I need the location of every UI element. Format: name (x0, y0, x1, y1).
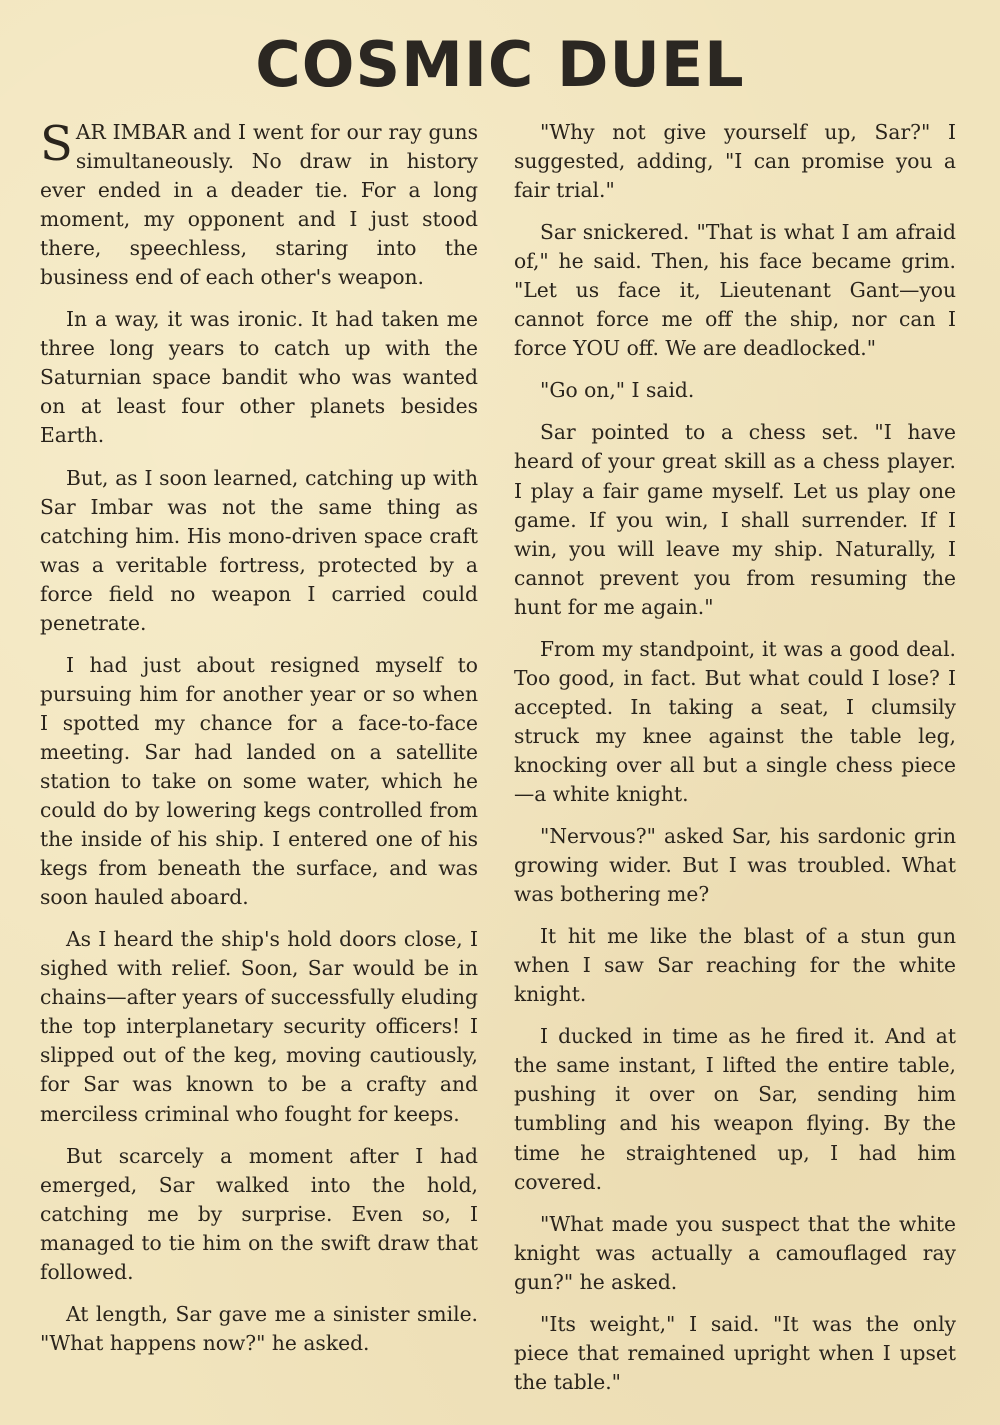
paragraph (40, 118, 478, 292)
paragraph: In a way, it was ironic. It had taken me three long years to catch up with the Saturnian space bandit who was wanted on at least four other planets besides Earth. (40, 307, 478, 448)
paragraph: It hit me like the blast of a stun gun when I saw Sar reaching for the white knight. (514, 924, 956, 1007)
paragraph: From my standpoint, it was a good deal. Too good, in fact. But what could I lose? I accepted. In taking a seat, I clumsily struck my knee against the table leg, knocking over all but a single chess piece—a white knight. (514, 636, 956, 806)
paragraph: Sar pointed to a chess set. "I have heard of your great skill as a chess player. I play a fair game myself. Let us play one game. If you win, I shall surrender. If I win, you will leave my ship. Naturally, I cannot prevent you from resuming the hunt for me again." (514, 420, 956, 619)
paragraph: "Its weight," I said. "It was the only piece that remained upright when I upset the table." (514, 1311, 956, 1394)
paragraph-text: AR IMBAR and I went for our ray guns simultaneously. No draw in history ever ended in a deader tie. For a long moment, my opponent and I just stood there, speechless, staring into the business end of each other's weapon. (40, 120, 478, 290)
paragraph: I ducked in time as he fired it. And at the same instant, I lifted the entire table, pushing it over on Sar, sending him tumbling and his weapon flying. By the time he straightened up, I had him covered. (514, 1024, 956, 1194)
paragraph: "Go on," I said. (540, 378, 695, 403)
paragraph: "What made you suspect that the white knight was actually a camouflaged ray gun?" he asked. (514, 1211, 956, 1294)
paragraph: "Why not give yourself up, Sar?" I suggested, adding, "I can promise you a fair trial." (514, 120, 956, 203)
paragraph: I had just about resigned myself to pursuing him for another year or so when I spotted my chance for a face-to-face meeting. Sar had landed on a satellite station to take on some water, which he could do by lowering kegs controlled from the inside of his ship. I entered one of his kegs from beneath the surface, and was soon hauled aboard. (40, 652, 478, 910)
paragraph: Sar snickered. "That is what I am afraid of," he said. Then, his face became grim. "Let us face it, Lieutenant Gant—you cannot force me off the ship, nor can I force YOU off. We are deadlocked." (514, 220, 956, 361)
paragraph: But, as I soon learned, catching up with Sar Imbar was not the same thing as catching him. His mono-driven space craft was a veritable fortress, protected by a force field no weapon I carried could penetrate. (40, 465, 478, 635)
paragraph: As I heard the ship's hold doors close, I sighed with relief. Soon, Sar would be in chains—after years of successfully eluding the top interplanetary security officers! I slipped out of the keg, moving cautiously, for Sar was known to be a crafty and merciless criminal who fought for keeps. (40, 927, 478, 1126)
paragraph: But scarcely a moment after I had emerged, Sar walked into the hold, catching me by surprise. Even so, I managed to tie him on the swift draw that followed. (40, 1143, 478, 1284)
left-column (40, 118, 478, 1371)
story-title: COSMIC DUEL (255, 28, 745, 101)
drop-cap: S (40, 116, 73, 172)
paragraph: "Nervous?" asked Sar, his sardonic grin growing wider. But I was troubled. What was bothering me? (514, 824, 956, 907)
right-column (514, 118, 956, 1410)
paragraph: At length, Sar gave me a sinister smile. "What happens now?" he asked. (40, 1301, 478, 1355)
